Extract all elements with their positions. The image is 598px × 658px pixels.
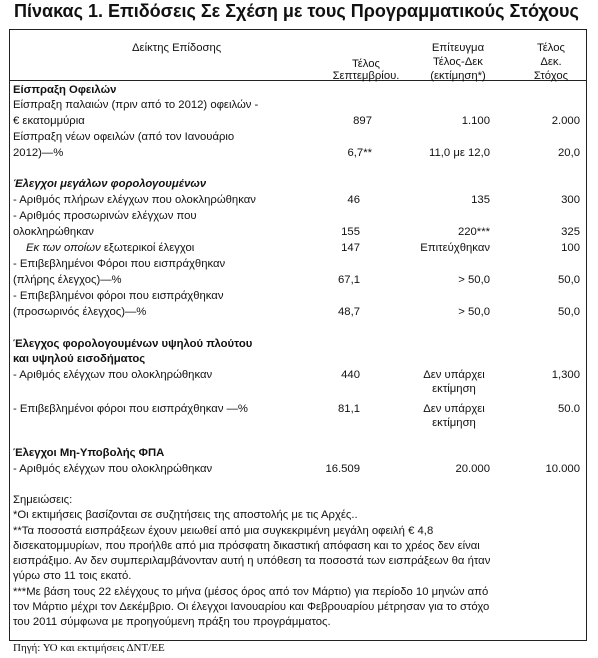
row-label-rest: εξωτερικοί έλεγχοι: [103, 242, 195, 254]
row-label: - Αριθμός ελέγχων που ολοκληρώθηκαν: [13, 369, 213, 381]
header-col-target-l3: Στόχος: [533, 70, 569, 82]
cell-value: 50,0: [558, 306, 580, 318]
note-line: δισεκατομμυρίων, που προήλθε από μια πρόσφατη δικαστική απόφαση και το χρέος δεν είναι: [13, 540, 480, 552]
cell-value: 2.000: [551, 115, 580, 127]
cell-value: 135: [471, 194, 490, 206]
header-col-estimate-l3: (εκτίμηση*): [430, 70, 486, 82]
row-label: Είσπραξη νέων οφειλών (από τον Ιανουάριο: [13, 131, 235, 143]
notes-heading: Σημειώσεις:: [13, 494, 73, 506]
row-label: € εκατομμύρια: [13, 115, 85, 127]
cell-value: 155: [341, 226, 360, 238]
cell-value: 67,1: [338, 274, 360, 286]
cell-value: 220***: [457, 226, 490, 238]
cell-value: 10.000: [545, 463, 580, 475]
cell-value: εκτίμηση: [432, 417, 476, 429]
header-col-estimate-l1: Επίτευγμα: [431, 42, 485, 54]
row-label: - Αριθμός ελέγχων που ολοκληρώθηκαν: [13, 463, 213, 475]
cell-value: Επιτεύχθηκαν: [420, 242, 490, 254]
cell-value: 16.509: [325, 463, 360, 475]
cell-value: > 50,0: [458, 274, 490, 286]
row-label: - Επιβεβλημένοι φόροι που εισπράχθηκαν: [13, 290, 224, 302]
cell-value: 50,0: [558, 274, 580, 286]
note-line: εισπράξιμο. Αν δεν συμπεριλαμβάνονταν αυτή η υπόθεση τα ποσοστά των εισπράξεων θα ήταν: [13, 555, 491, 567]
header-col-september-l2: Σεπτεμβρίου.: [332, 70, 400, 82]
cell-value: 48,7: [338, 306, 360, 318]
cell-value: 1,300: [551, 369, 580, 381]
cell-value: 1.100: [461, 115, 490, 127]
note-line: τον Μάρτιο μέχρι τον Δεκέμβριο. Οι έλεγχοι Ιανουαρίου και Φεβρουαρίου μέτρησαν για το στόχο: [13, 601, 490, 613]
row-label: Είσπραξη παλαιών (πριν από το 2012) οφειλών -: [13, 99, 259, 111]
cell-value: 11,0 με 12,0: [429, 147, 490, 159]
cell-value: 50.0: [558, 403, 580, 415]
cell-value: > 50,0: [458, 306, 490, 318]
row-label: - Αριθμός προσωρινών ελέγχων που: [13, 210, 197, 222]
cell-value: 6,7**: [347, 147, 372, 159]
note-line: του 2011 σύμφωνα με προηγούμενη πράξη του προγράμματος.: [13, 616, 331, 628]
cell-value: εκτίμηση: [432, 383, 476, 395]
note-line: *Οι εκτιμήσεις βασίζονται σε συζητήσεις της αποστολής με τις Αρχές..: [13, 509, 358, 521]
cell-value: 46: [347, 194, 360, 206]
note-line: ***Με βάση τους 22 ελέγχους το μήνα (μέσος όρος από τον Μάρτιο) για περίοδο 10 μηνών από: [13, 586, 489, 598]
cell-value: Δεν υπάρχει: [423, 369, 485, 381]
cell-value: Δεν υπάρχει: [423, 403, 485, 415]
section-title-high-wealth: Έλεγχος φορολογουμένων υψηλού πλούτου: [13, 338, 253, 350]
cell-value: 147: [341, 242, 360, 254]
row-label: - Επιβεβλημένοι φόροι που εισπράχθηκαν —%: [13, 403, 248, 415]
row-label-italic: Εκ των οποίων: [26, 242, 101, 254]
header-col-target-l1: Τέλος: [537, 42, 565, 54]
header-col-estimate-l2: Τέλος-Δεκ: [433, 56, 483, 68]
header-col-september-l1: Τέλος: [352, 58, 380, 70]
row-label: 2012)—%: [13, 147, 64, 159]
cell-value: 300: [561, 194, 580, 206]
row-label: ολοκληρώθηκαν: [13, 226, 94, 238]
row-label: [26, 242, 194, 255]
header-col-target-l2: Δεκ.: [540, 56, 562, 68]
note-line: γύρω στο 11 τοις εκατό.: [13, 570, 132, 582]
section-title-vat-nonfiling: Έλεγχοι Μη-Υποβολής ΦΠΑ: [13, 447, 165, 459]
header-indicator: Δείκτης Επίδοσης: [132, 42, 222, 54]
section-title-large-taxpayers: Έλεγχοι μεγάλων φορολογουμένων: [13, 178, 207, 190]
note-line: **Τα ποσοστά εισπράξεων έχουν μειωθεί από μια συγκεκριμένη μεγάλη οφειλή € 4,8: [13, 525, 434, 537]
cell-value: 20,0: [558, 147, 580, 159]
cell-value: 100: [561, 242, 580, 254]
row-label: (προσωρινός έλεγχος)—%: [13, 306, 147, 318]
cell-value: 897: [353, 115, 372, 127]
source-line: Πηγή: ΥΟ και εκτιμήσεις ΔΝΤ/ΕΕ: [13, 642, 165, 654]
cell-value: 20.000: [455, 463, 490, 475]
cell-value: 325: [561, 226, 580, 238]
section-title-high-wealth-l2: και υψηλού εισοδήματος: [13, 353, 146, 365]
row-label: (πλήρης έλεγχος)—%: [13, 274, 122, 286]
cell-value: 81,1: [338, 403, 360, 415]
row-label: - Επιβεβλημένοι Φόροι που εισπράχθηκαν: [13, 258, 226, 270]
row-label: - Αριθμός πλήρων ελέγχων που ολοκληρώθηκαν: [13, 194, 256, 206]
section-title-debt-collection: Είσπραξη Οφειλών: [13, 84, 117, 96]
table-title: Πίνακας 1. Επιδόσεις Σε Σχέση με τους Προγραμματικούς Στόχους: [14, 1, 579, 21]
cell-value: 440: [341, 369, 360, 381]
